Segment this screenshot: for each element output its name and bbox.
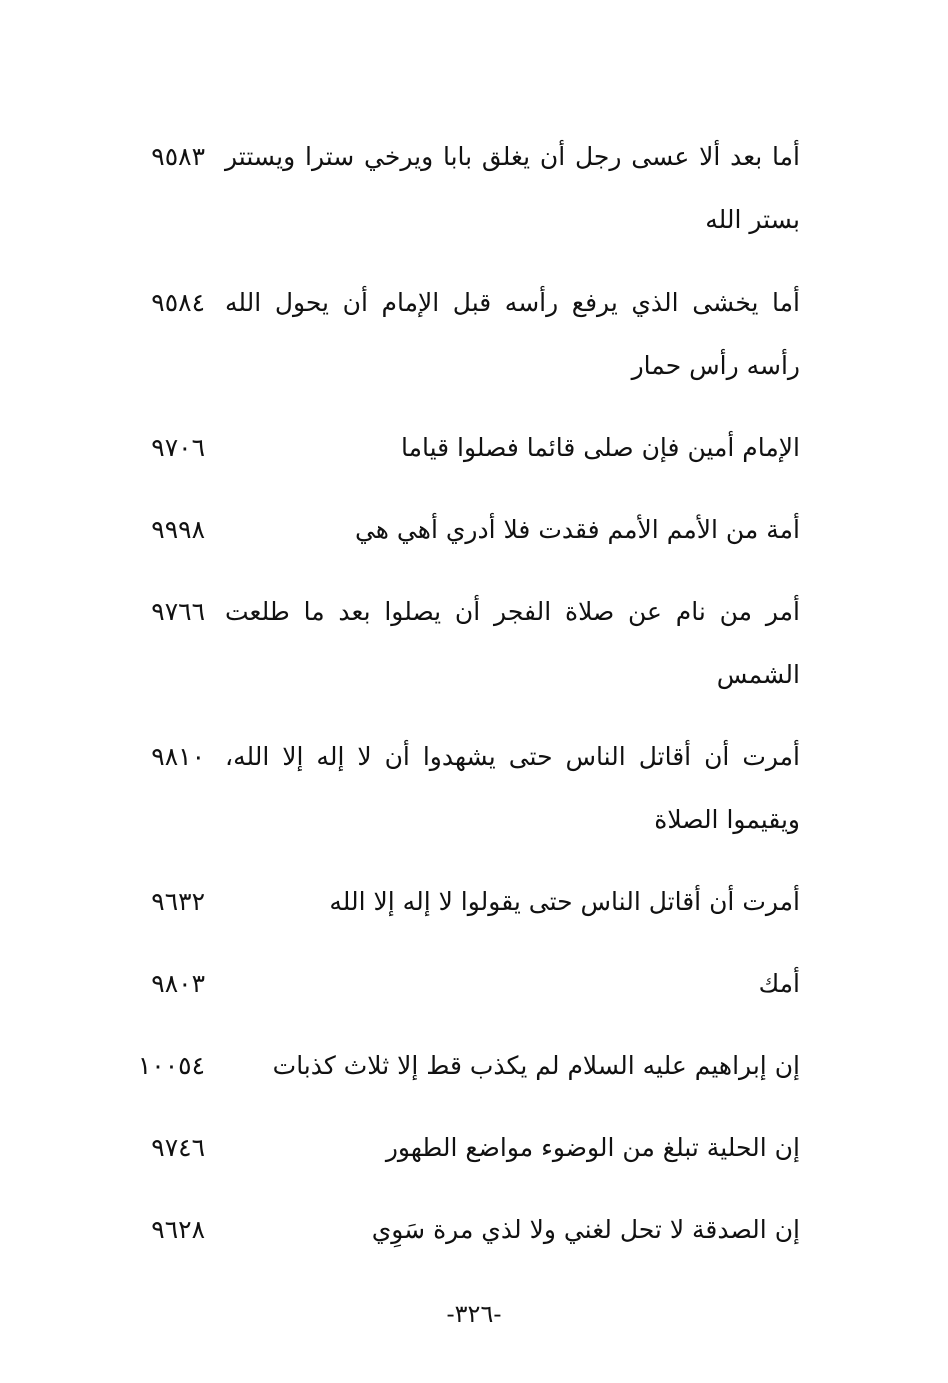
hadith-text: أمك	[758, 969, 800, 998]
hadith-number: ٩٥٨٤	[151, 288, 205, 317]
hadith-number: ٩٦٢٨	[151, 1215, 205, 1244]
hadith-text: أما يخشى الذي يرفع رأسه قبل الإمام أن يحول الله رأسه رأس حمار	[225, 288, 800, 380]
hadith-number: ٩٥٨٣	[151, 142, 205, 171]
hadith-text: أمرت أن أقاتل الناس حتى يقولوا لا إله إلا الله	[329, 887, 800, 916]
index-entry	[110, 1034, 800, 1097]
hadith-number: ٩٧٤٦	[151, 1133, 205, 1162]
index-entry	[110, 498, 800, 561]
hadith-index-list	[110, 125, 800, 1261]
index-entry	[110, 125, 800, 251]
index-entry	[110, 1198, 800, 1261]
hadith-number: ٩٩٩٨	[151, 515, 205, 544]
index-entry	[110, 580, 800, 706]
hadith-text: أما بعد ألا عسى رجل أن يغلق بابا ويرخي سترا ويستتر بستر الله	[225, 142, 800, 234]
hadith-text: إن إبراهيم عليه السلام لم يكذب قط إلا ثلاث كذبات	[272, 1051, 800, 1080]
hadith-number: ٩٧٠٦	[151, 433, 205, 462]
hadith-text: إن الحلية تبلغ من الوضوء مواضع الطهور	[385, 1133, 800, 1162]
index-entry	[110, 271, 800, 397]
hadith-text: أمرت أن أقاتل الناس حتى يشهدوا أن لا إله إلا الله، ويقيموا الصلاة	[225, 742, 800, 834]
hadith-number: ٩٦٣٢	[151, 887, 205, 916]
index-entry	[110, 1116, 800, 1179]
hadith-text: إن الصدقة لا تحل لغني ولا لذي مرة سَوِي	[371, 1215, 800, 1244]
hadith-text: الإمام أمين فإن صلى قائما فصلوا قياما	[400, 433, 800, 462]
hadith-number: ١٠٠٥٤	[137, 1051, 205, 1080]
index-entry	[110, 725, 800, 851]
hadith-text: أمة من الأمم الأمم فقدت فلا أدري أهي هي	[354, 515, 800, 544]
hadith-number: ٩٨٠٣	[151, 969, 205, 998]
index-entry	[110, 952, 800, 1015]
hadith-number: ٩٧٦٦	[151, 597, 205, 626]
hadith-number: ٩٨١٠	[151, 742, 205, 771]
hadith-text: أمر من نام عن صلاة الفجر أن يصلوا بعد ما طلعت الشمس	[225, 597, 800, 689]
page-number: -٣٢٦-	[446, 1300, 502, 1328]
index-entry	[110, 870, 800, 933]
index-entry	[110, 416, 800, 479]
